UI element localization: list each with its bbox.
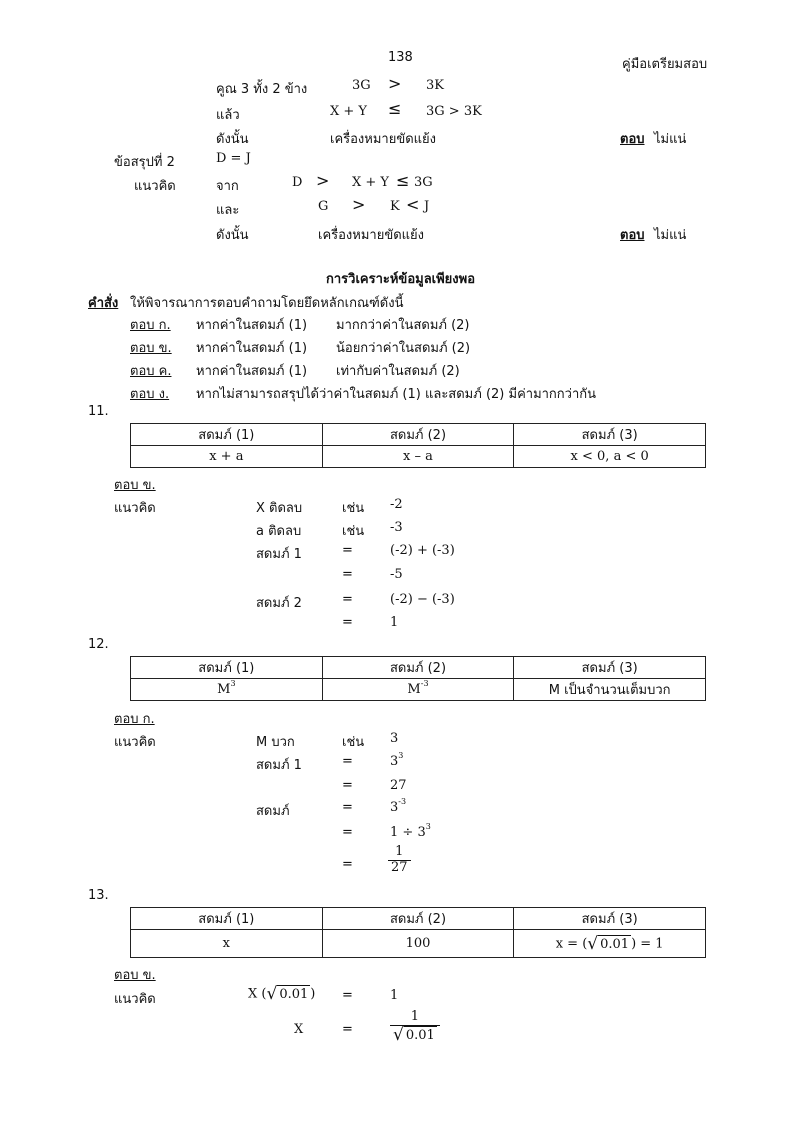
q12-header-col1: สดมภ์ (1): [131, 657, 323, 679]
rule-c-text: หากค่าในสดมภ์ (1): [196, 364, 308, 379]
q12-work-2-b: =: [342, 754, 353, 769]
q11-work-2-c: -3: [390, 520, 403, 535]
intro-line3-b: เครื่องหมายขัดแย้ง: [330, 132, 437, 147]
q13-answer: ตอบ ข.: [114, 968, 156, 983]
q12-header-col3: สดมภ์ (3): [514, 657, 706, 679]
q12-header-col2: สดมภ์ (2): [322, 657, 514, 679]
q13-work-2-fraction: [390, 1010, 440, 1044]
q13-cell-col2: 100: [322, 930, 514, 958]
book-title: คู่มือเตรียมสอบ: [622, 57, 708, 72]
instruction-text: ให้พิจารณาการตอบคำถามโดยยึดหลักเกณฑ์ดังนี้: [130, 296, 404, 311]
q11-work-4-c: -5: [390, 567, 403, 582]
q11-work-3-b: =: [342, 543, 353, 558]
intro-line4-a: ดังนั้น: [216, 228, 249, 243]
q11-work-6-b: =: [342, 615, 353, 630]
q12-cell-col1-base: M: [217, 682, 231, 697]
q13-work-1-post: ): [310, 986, 316, 1002]
intro-line2-op: ≤: [388, 99, 402, 118]
q12-work-6-b: =: [342, 857, 353, 872]
q11-table: [130, 423, 706, 468]
intro-line3-answer: ไม่แน่: [654, 132, 687, 147]
q13-work-1-pre: X (: [248, 986, 267, 1002]
intro-and-a: และ: [216, 203, 240, 218]
q11-header-col3: สดมภ์ (3): [514, 424, 706, 446]
conclusion-2-value: D = J: [216, 151, 251, 166]
q12-idea-label: แนวคิด: [114, 735, 156, 750]
q13-work-1-c: 1: [390, 988, 399, 1003]
q13-cell-col3: [514, 930, 706, 958]
q12-work-2-a: สดมภ์ 1: [256, 758, 302, 773]
intro-idea-a: จาก: [216, 179, 239, 194]
q11-cell-col1: x + a: [131, 446, 323, 468]
q13-work-2-b: =: [342, 1022, 353, 1037]
q13-work-2-denominator: [390, 1025, 440, 1044]
q11-header-col2: สดมภ์ (2): [322, 424, 514, 446]
q12-work-4-base: 3: [390, 800, 399, 815]
q11-work-5-a: สดมภ์ 2: [256, 596, 302, 611]
instruction-label: คำสั่ง: [88, 296, 119, 311]
q12-work-6-numerator: 1: [395, 844, 404, 859]
q13-header-col1: สดมภ์ (1): [131, 908, 323, 930]
q13-work-1-b: =: [342, 988, 353, 1003]
q13-cell-col3-post: ) = 1: [631, 936, 664, 951]
q11-number: 11.: [88, 404, 109, 419]
section-title: การวิเคราะห์ข้อมูลเพียงพอ: [326, 272, 476, 287]
rule-c-compare: เท่ากับค่าในสดมภ์ (2): [336, 364, 460, 379]
q11-work-2-a: a ติดลบ: [256, 524, 302, 539]
intro-idea-op1: >: [316, 171, 330, 190]
q12-work-5-c: [390, 822, 431, 840]
intro-line4-answer-label: ตอบ: [620, 228, 645, 243]
q11-work-3-a: สดมภ์ 1: [256, 547, 302, 562]
intro-line1-op: >: [388, 74, 402, 93]
square-root-icon: √ 0.01: [587, 933, 630, 954]
intro-line1-c: 3K: [426, 78, 444, 93]
rule-b-compare: น้อยกว่าค่าในสดมภ์ (2): [336, 341, 471, 356]
q12-work-4-exp: -3: [398, 797, 407, 806]
rule-d-label: ตอบ ง.: [130, 387, 170, 402]
q12-cell-col2-base: M: [407, 682, 421, 697]
intro-idea-op2: ≤: [396, 171, 410, 190]
q12-work-5-pre: 1 ÷: [390, 825, 414, 840]
q12-answer: ตอบ ก.: [114, 712, 155, 727]
intro-line3-a: ดังนั้น: [216, 132, 249, 147]
rule-c-label: ตอบ ค.: [130, 364, 172, 379]
q11-work-2-b: เช่น: [342, 524, 365, 539]
q12-work-2-exp: 3: [398, 751, 404, 760]
intro-and-c: K: [390, 199, 400, 214]
q11-work-5-c: (-2) − (-3): [390, 592, 455, 607]
q11-work-4-b: =: [342, 567, 353, 582]
q13-header-col2: สดมภ์ (2): [322, 908, 514, 930]
q12-cell-col1: [131, 679, 323, 701]
square-root-icon: √ 0.01: [393, 1024, 435, 1045]
q13-idea-label: แนวคิด: [114, 992, 156, 1007]
square-root-icon: √ 0.01: [266, 984, 309, 1004]
q12-table: [130, 656, 706, 701]
q12-cell-col2: [322, 679, 514, 701]
q12-work-5-b: =: [342, 825, 353, 840]
intro-line4-answer: ไม่แน่: [654, 228, 687, 243]
q12-work-6-fraction: [388, 845, 411, 876]
q13-cell-col3-radicand: 0.01: [600, 936, 630, 952]
page-number: 138: [388, 50, 413, 65]
intro-line4-b: เครื่องหมายขัดแย้ง: [318, 228, 425, 243]
q11-work-1-a: X ติดลบ: [256, 501, 303, 516]
q12-work-1-c: 3: [390, 731, 399, 746]
q12-work-3-c: 27: [390, 778, 407, 793]
q11-work-5-b: =: [342, 592, 353, 607]
q11-work-1-b: เช่น: [342, 501, 365, 516]
rule-a-compare: มากกว่าค่าในสดมภ์ (2): [336, 318, 470, 333]
rule-d-text: หากไม่สามารถสรุปได้ว่าค่าในสดมภ์ (1) และสดมภ์ (2) มีค่ามากกว่ากัน: [196, 387, 597, 402]
rule-b-label: ตอบ ข.: [130, 341, 172, 356]
conclusion-2-label: ข้อสรุปที่ 2: [114, 155, 175, 170]
q12-cell-col1-exp: 3: [230, 679, 236, 688]
intro-idea-c: X + Y: [352, 175, 389, 190]
intro-line1-b: 3G: [352, 78, 371, 93]
q11-answer: ตอบ ข.: [114, 478, 156, 493]
q11-work-1-c: -2: [390, 497, 403, 512]
intro-idea-label: แนวคิด: [134, 179, 176, 194]
q13-header-col3: สดมภ์ (3): [514, 908, 706, 930]
q12-work-5-base: 3: [417, 825, 426, 840]
q12-work-2-base: 3: [390, 754, 399, 769]
intro-line2-a: แล้ว: [216, 108, 240, 123]
q11-idea-label: แนวคิด: [114, 501, 156, 516]
rule-a-text: หากค่าในสดมภ์ (1): [196, 318, 308, 333]
q12-work-4-a: สดมภ์: [256, 804, 290, 819]
q13-cell-col1: x: [131, 930, 323, 958]
intro-and-b: G: [318, 199, 329, 214]
q12-work-1-b: เช่น: [342, 735, 365, 750]
q12-work-1-a: M บวก: [256, 735, 295, 750]
q11-header-col1: สดมภ์ (1): [131, 424, 323, 446]
q13-number: 13.: [88, 888, 109, 903]
q12-cell-col2-exp: -3: [420, 679, 429, 688]
intro-and-op2: <: [406, 195, 420, 214]
q11-work-3-c: (-2) + (-3): [390, 543, 455, 558]
q12-work-6-denominator: 27: [388, 860, 411, 876]
q12-cell-col3: M เป็นจำนวนเต็มบวก: [514, 679, 706, 701]
intro-line2-b: X + Y: [330, 104, 367, 119]
q13-work-2-numerator: 1: [410, 1009, 420, 1024]
intro-line1-a: คูณ 3 ทั้ง 2 ข้าง: [216, 82, 308, 97]
intro-line2-c: 3G > 3K: [426, 104, 482, 119]
q12-work-3-b: =: [342, 778, 353, 793]
intro-and-d: J: [424, 199, 430, 214]
intro-idea-d: 3G: [414, 175, 433, 190]
q11-work-6-c: 1: [390, 615, 399, 630]
q13-work-2-a: X: [294, 1022, 304, 1037]
q12-work-2-c: [390, 751, 404, 769]
q13-table: [130, 907, 706, 958]
q13-work-1-radicand: 0.01: [279, 987, 309, 1002]
q12-number: 12.: [88, 637, 109, 652]
intro-and-op1: >: [352, 195, 366, 214]
q13-work-2-radicand: 0.01: [405, 1027, 435, 1043]
q12-work-4-b: =: [342, 800, 353, 815]
q12-work-5-exp: 3: [425, 822, 431, 831]
q11-cell-col2: x – a: [322, 446, 514, 468]
q12-work-4-c: [390, 797, 407, 815]
rule-b-text: หากค่าในสดมภ์ (1): [196, 341, 308, 356]
intro-idea-b: D: [292, 175, 303, 190]
q13-cell-col3-pre: x = (: [555, 936, 588, 951]
rule-a-label: ตอบ ก.: [130, 318, 171, 333]
intro-line3-answer-label: ตอบ: [620, 132, 645, 147]
q13-work-1-expr: [248, 985, 315, 1003]
q11-cell-col3: x < 0, a < 0: [514, 446, 706, 468]
